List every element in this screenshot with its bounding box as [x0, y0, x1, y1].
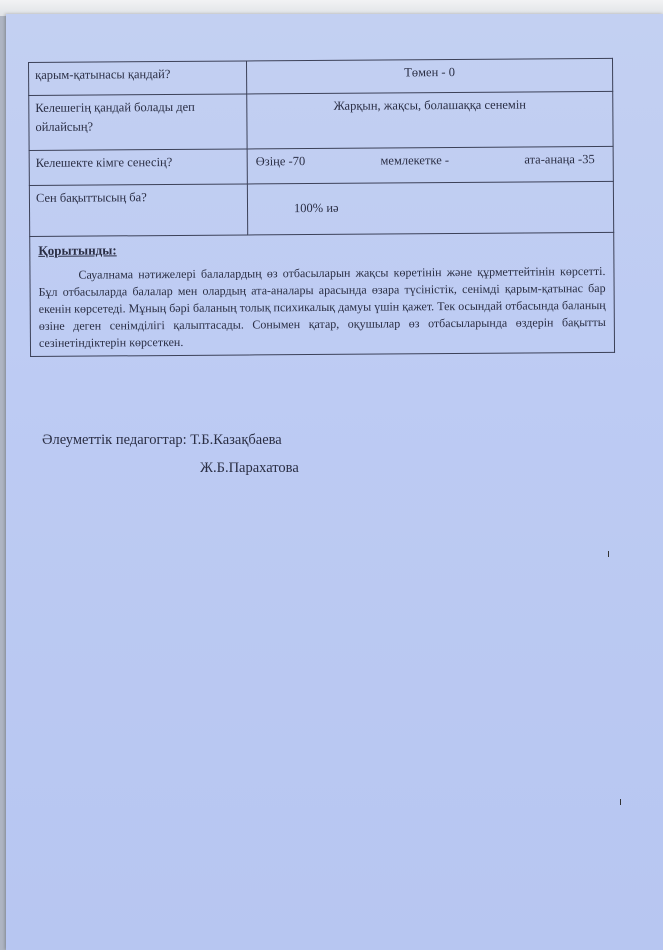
- conclusion-text: Сауалнама нәтижелері балалардың өз отбасыларын жақсы көретінін және құрметтейтінін көрсетті. Бұл отбасыларда балалар мен олардың ата-аналары арасында өзара түсіністік, сенімді қарым-қатынас бар екенін көрсетеді. Мұның бәрі баланың толық психикалық дамуы үшін қажет. Тек осындай отбасында баланың өзіне деген сенімділігі қалыптасады. Сонымен қатар, оқушылар өз отбасыларында өздерін бақытты сезінетіндіктерін көрсеткен.: [38, 263, 606, 350]
- question-cell: Келешегің қандай болады деп ойлайсың?: [29, 94, 247, 151]
- table-row: [29, 181, 613, 236]
- conclusion-cell: [30, 232, 615, 356]
- answer-cell: Жарқын, жақсы, болашаққа сенемін: [247, 91, 613, 149]
- answer-text: 100% иә: [293, 200, 339, 216]
- table-row: [29, 146, 613, 185]
- answer-part: Өзіңе -70: [255, 154, 306, 169]
- answer-part: ата-анаңа -35: [524, 152, 595, 167]
- answer-cell: [247, 146, 613, 184]
- signature-line-1: Әлеуметтік педагогтар: Т.Б.Казақбаева: [42, 432, 282, 448]
- question-cell: Келешекте кімге сенесің?: [29, 149, 247, 186]
- pen-mark: [620, 799, 621, 805]
- conclusion-row: [30, 232, 615, 356]
- table-row: [29, 58, 613, 95]
- answer-cell: [247, 181, 613, 235]
- conclusion-title: Қорытынды:: [38, 242, 117, 258]
- question-cell: қарым-қатынасы қандай?: [29, 61, 247, 96]
- answer-cell: Төмен - 0: [246, 58, 612, 94]
- survey-table: [28, 58, 615, 357]
- pen-mark: [608, 551, 609, 557]
- answer-part: мемлекетке -: [380, 153, 450, 168]
- question-cell: Сен бақыттысың ба?: [29, 184, 247, 237]
- table-row: [29, 91, 613, 150]
- signature-line-2: Ж.Б.Парахатова: [200, 460, 299, 476]
